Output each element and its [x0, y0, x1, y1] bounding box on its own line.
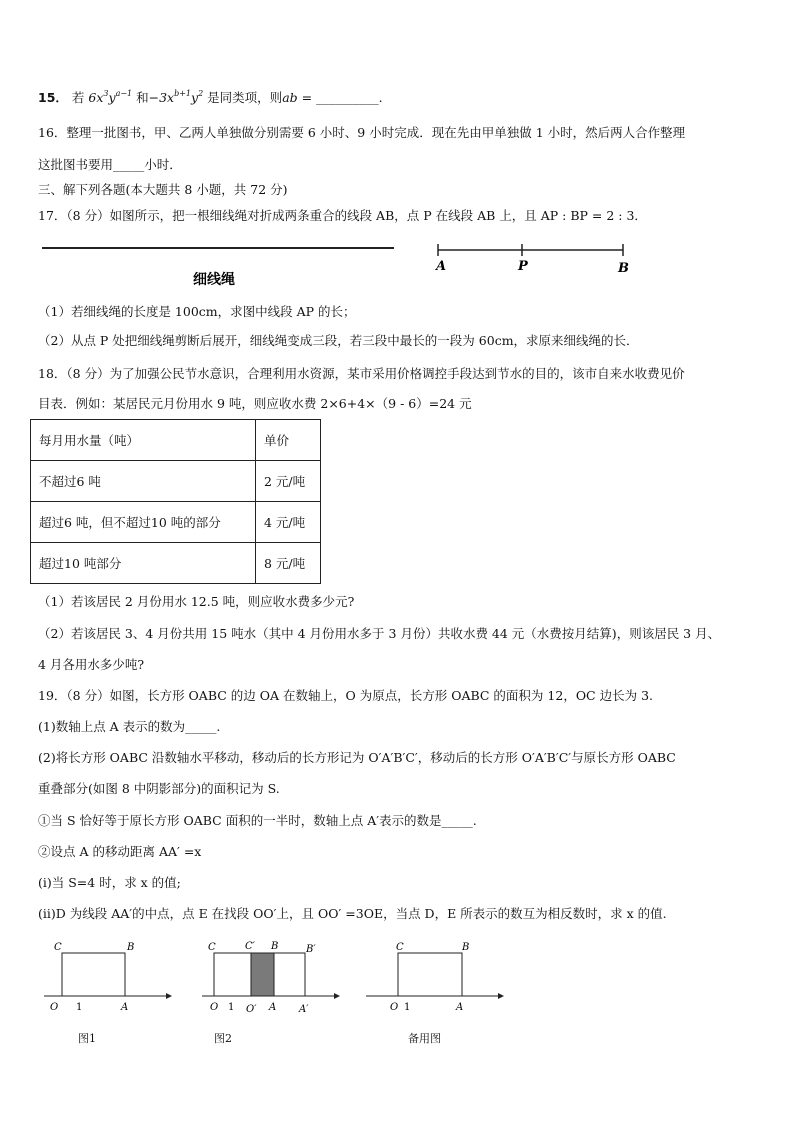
q15-conj: 和 — [136, 90, 149, 105]
axis-arrow-icon — [498, 993, 504, 999]
figure-2 — [198, 936, 348, 1016]
label-o-prime: O′ — [246, 1004, 257, 1015]
axis-arrow-icon — [334, 993, 340, 999]
label-c-prime: C′ — [245, 941, 255, 952]
table-row — [31, 502, 321, 543]
q19-case2: ②设点 A 的移动距离 AA′ =x — [38, 844, 202, 859]
label-a-prime: A′ — [299, 1004, 309, 1015]
table-header-row — [31, 420, 321, 461]
q17-sub2: （2）从点 P 处把细线绳剪断后展开，细线绳变成三段，若三段中最长的一段为 60cm，求原来细线绳的长． — [38, 333, 639, 348]
q15-middle: 是同类项，则 — [207, 90, 283, 105]
label-a: A — [121, 1002, 129, 1013]
q18-sub2-line2: 4 月各用水多少吨? — [38, 657, 145, 672]
q15-term1-y: y — [108, 90, 116, 105]
table-row — [31, 543, 321, 584]
q18-sub2-line1: （2）若该居民 3、4 月份共用 15 吨水（其中 4 月份用水多于 3 月份）共收水费 44 元（水费按月结算)，则该居民 3 月、 — [38, 626, 721, 641]
table-cell: 超过6 吨，但不超过10 吨的部分 — [31, 502, 256, 543]
label-one: 1 — [228, 1002, 235, 1013]
q16-line1: 16．整理一批图书，甲、乙两人单独做分别需要 6 小时、9 小时完成．现在先由甲单独做 1 小时，然后两人合作整理 — [38, 125, 686, 140]
label-o: O — [390, 1002, 399, 1013]
q15-term2-exp1: b+1 — [174, 89, 192, 98]
axis-arrow-icon — [166, 993, 172, 999]
table-header-cell: 每月用水量（吨） — [31, 420, 256, 461]
q15-term1-exp2: a−1 — [115, 89, 133, 98]
q19-stem: 19．（8 分）如图，长方形 OABC 的边 OA 在数轴上，O 为原点，长方形 OABC 的面积为 12，OC 边长为 3. — [38, 688, 653, 703]
q19-part2-line2: 重叠部分(如图 8 中阴影部分)的面积记为 S. — [38, 781, 280, 796]
label-c: C — [208, 942, 216, 953]
table-cell: 超过10 吨部分 — [31, 543, 256, 584]
table-header-cell: 单价 — [256, 420, 321, 461]
figure-2-caption: 图2 — [214, 1032, 232, 1045]
q17-sub1: （1）若细线绳的长度是 100cm，求图中线段 AP 的长； — [38, 304, 356, 319]
point-b-label: B — [618, 261, 629, 276]
rectangle-oabc — [62, 953, 125, 996]
figure-1 — [38, 936, 178, 1016]
q19-part1: (1)数轴上点 A 表示的数为_____. — [38, 719, 221, 734]
label-c: C — [396, 942, 404, 953]
q15-blank: __________ — [316, 90, 379, 105]
label-one: 1 — [404, 1002, 411, 1013]
q15-term1-exp1: 3 — [103, 89, 109, 98]
q15-eq: = — [297, 90, 317, 105]
q15-var: ab — [282, 90, 298, 105]
label-o: O — [210, 1002, 219, 1013]
q19-part2-line1: (2)将长方形 OABC 沿数轴水平移动，移动后的长方形记为 O′A′B′C′，移动后的长方形 O′A′B′C′与原长方形 OABC — [38, 750, 676, 765]
table-row — [31, 461, 321, 502]
q15-term2-y: y — [191, 90, 199, 105]
q15-term2-coef: −3x — [148, 90, 175, 105]
figure-1-caption: 图1 — [78, 1032, 96, 1045]
q19-case2-ii: (ⅱ)D 为线段 AA′的中点，点 E 在找段 OO′上，且 OO′ =3OE，当点 D，E 所表示的数互为相反数时，求 x 的值. — [38, 906, 667, 921]
q15-number: 15． — [38, 90, 68, 105]
q15-term1-coef: 6x — [88, 90, 104, 105]
q18-line1: 18．（8 分）为了加强公民节水意识，合理利用水资源，某市采用价格调控手段达到节水的目的，该市自来水收费见价 — [38, 366, 685, 381]
label-b: B — [271, 941, 279, 952]
rectangle-oabc — [398, 953, 462, 996]
q15-term2-exp2: 2 — [198, 89, 204, 98]
q17-stem: 17．（8 分）如图所示，把一根细线绳对折成两条重合的线段 AB，点 P 在线段 AB 上，且 AP : BP = 2 : 3． — [38, 208, 647, 223]
q19-case2-i: (ⅰ)当 S=4 时，求 x 的值; — [38, 875, 181, 890]
label-one: 1 — [76, 1002, 83, 1013]
label-b-prime: B′ — [306, 944, 316, 955]
figure-3-caption: 备用图 — [408, 1032, 441, 1045]
table-cell: 8 元/吨 — [256, 543, 321, 584]
string-label: 细线绳 — [193, 272, 235, 288]
q18-line2: 目表．例如：某居民元月份用水 9 吨，则应收水费 2×6+4×（9 - 6）=24 元 — [38, 396, 472, 411]
label-o: O — [50, 1002, 59, 1013]
overlap-shaded-region — [251, 953, 274, 996]
table-cell: 2 元/吨 — [256, 461, 321, 502]
table-cell: 不超过6 吨 — [31, 461, 256, 502]
label-c: C — [54, 942, 62, 953]
q15-end: . — [378, 90, 383, 105]
section-heading: 三、解下列各题(本大题共 8 小题，共 72 分) — [38, 182, 288, 197]
label-a: A — [456, 1002, 464, 1013]
point-p-label: P — [518, 259, 528, 274]
q18-sub1: （1）若该居民 2 月份用水 12.5 吨，则应收水费多少元? — [38, 594, 355, 609]
q19-case1: ①当 S 恰好等于原长方形 OABC 面积的一半时，数轴上点 A′表示的数是_____. — [38, 813, 477, 828]
table-cell: 4 元/吨 — [256, 502, 321, 543]
label-b: B — [462, 942, 470, 953]
figure-3 — [362, 936, 512, 1016]
label-b: B — [127, 942, 135, 953]
q15-prefix: 若 — [71, 90, 85, 105]
q16-line2: 这批图书要用_____小时． — [38, 157, 182, 172]
q15-line — [38, 90, 383, 106]
point-a-label: A — [436, 259, 447, 274]
q17-figure — [38, 240, 638, 292]
price-table — [30, 419, 321, 584]
label-a: A — [269, 1002, 277, 1013]
